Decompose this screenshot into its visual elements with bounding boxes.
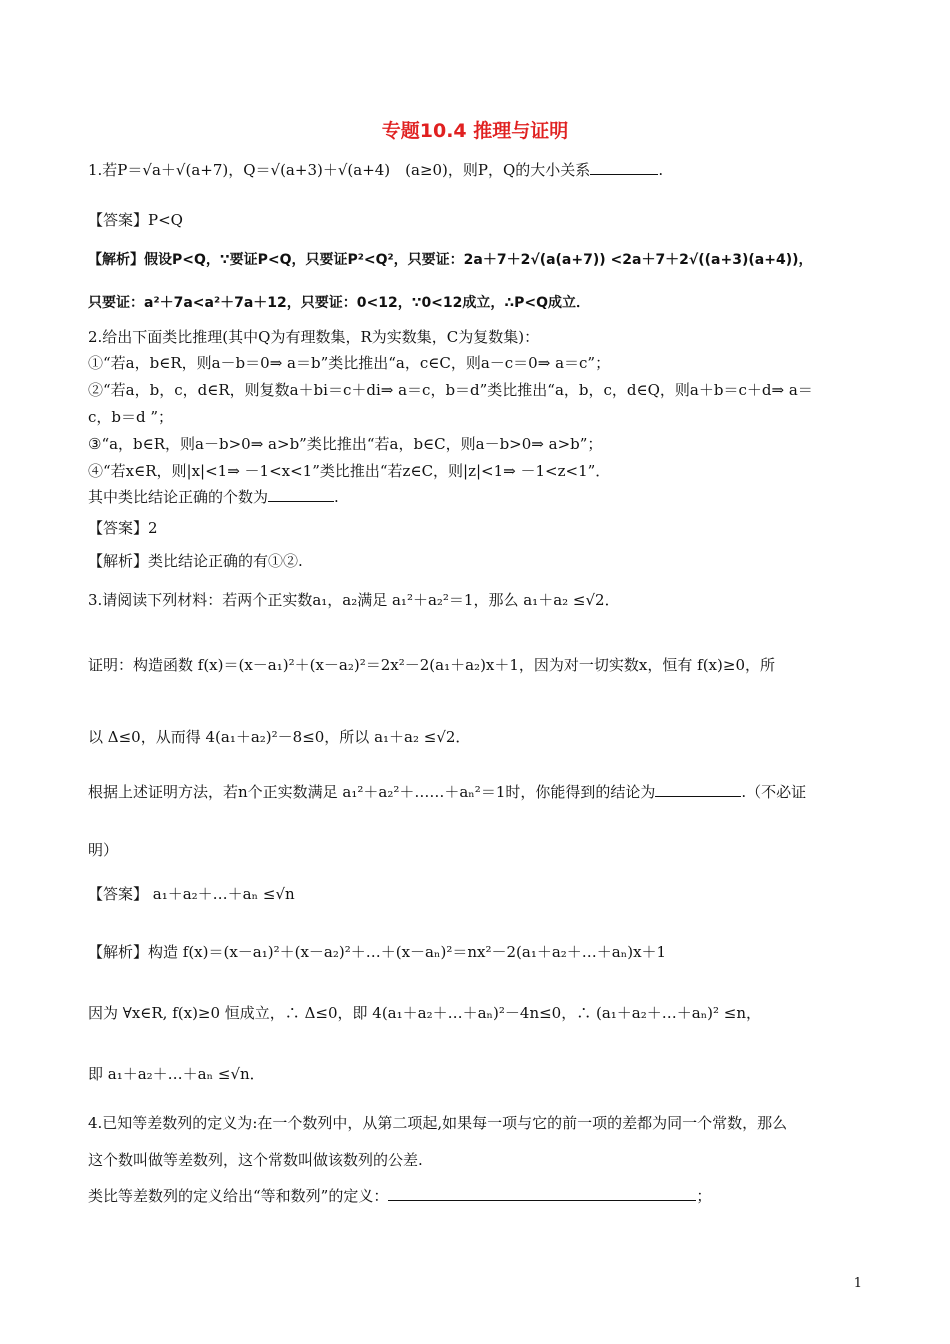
q3-ask-tail: .（不必证 [741, 783, 807, 801]
q3-analysis-line3: 即 a₁＋a₂＋…＋aₙ ≤√n． [88, 1065, 265, 1083]
q4-ask-text: 类比等差数列的定义给出“等和数列”的定义： [88, 1187, 389, 1205]
q1-stem [88, 160, 663, 180]
q4-ask-tail: ； [696, 1187, 712, 1205]
q3-analysis-line1: 【解析】构造 f(x)＝(x－a₁)²＋(x－a₂)²＋…＋(x－aₙ)²＝nx²－2(a₁＋a₂＋…＋aₙ)x＋1 [88, 943, 667, 961]
q1-answer-blank [590, 160, 658, 175]
q1-stem-tail: . [658, 161, 664, 179]
q3-ask-line1 [88, 782, 806, 802]
q2-analysis: 【解析】类比结论正确的有①②. [88, 552, 303, 570]
q2-stem: 2.给出下面类比推理(其中Q为有理数集，R为实数集，C为复数集)： [88, 328, 540, 346]
q3-ask-text: 根据上述证明方法，若n个正实数满足 a₁²＋a₂²＋……＋aₙ²＝1时，你能得到的结论为 [88, 783, 656, 801]
q2-ask [88, 487, 339, 507]
q2-item-3: ③“a，b∈R，则a－b>0⇒ a>b”类比推出“若a，b∈C，则a－b>0⇒ a>b”； [88, 435, 603, 453]
q4-stem-line2: 这个数叫做等差数列，这个常数叫做该数列的公差. [88, 1151, 423, 1169]
q1-analysis-line2: 只要证：a²＋7a<a²＋7a＋12，只要证：0<12，∵0<12成立，∴P<Q成立． [88, 295, 591, 311]
q4-ask [88, 1186, 711, 1206]
q3-proof-line2: 以 Δ≤0，从而得 4(a₁＋a₂)²－8≤0，所以 a₁＋a₂ ≤√2． [88, 728, 471, 746]
q2-answer-blank [268, 487, 334, 502]
q2-item-4: ④“若x∈R，则|x|<1⇒ －1<x<1”类比推出“若z∈C，则|z|<1⇒ －1<z<1”． [88, 462, 611, 480]
q1-stem-text: 1.若P＝√a＋√(a+7)，Q＝√(a+3)＋√(a+4) (a≥0)，则P，Q的大小关系 [88, 161, 591, 179]
q2-answer: 【答案】2 [88, 519, 158, 537]
q3-analysis-line2: 因为 ∀x∈R, f(x)≥0 恒成立，∴ Δ≤0，即 4(a₁＋a₂＋…＋aₙ)²－4n≤0，∴ (a₁＋a₂＋…＋aₙ)² ≤n， [88, 1004, 762, 1022]
q3-answer: 【答案】 a₁＋a₂＋…＋aₙ ≤√n [88, 885, 295, 903]
q1-answer: 【答案】P<Q [88, 211, 183, 229]
q2-ask-text: 其中类比结论正确的个数为 [88, 488, 269, 506]
q3-stem: 3.请阅读下列材料：若两个正实数a₁，a₂满足 a₁²＋a₂²＝1，那么 a₁＋a₂ ≤√2． [88, 591, 620, 609]
page-title: 专题10.4 推理与证明 [381, 120, 569, 142]
q3-proof-line1: 证明：构造函数 f(x)＝(x－a₁)²＋(x－a₂)²＝2x²－2(a₁＋a₂)x＋1，因为对一切实数x，恒有 f(x)≥0，所 [88, 656, 775, 674]
q3-ask-line2: 明） [88, 841, 119, 859]
q2-item-2-line2: c，b＝d ”； [88, 408, 174, 426]
page-number: 1 [853, 1276, 862, 1291]
q2-item-1: ①“若a，b∈R，则a－b＝0⇒ a＝b”类比推出“a，c∈C，则a－c＝0⇒ a＝c”； [88, 354, 611, 372]
q3-answer-blank [655, 782, 741, 797]
q2-item-2-line1: ②“若a，b，c，d∈R，则复数a＋bi＝c＋di⇒ a＝c，b＝d”类比推出“a，b，c，d∈Q，则a＋b＝c＋d⇒ a＝ [88, 381, 813, 399]
q2-ask-tail: . [334, 488, 339, 506]
q1-analysis-line1: 【解析】假设P<Q，∵要证P<Q，只要证P²<Q²，只要证：2a＋7＋2√(a(a+7)) <2a＋7＋2√((a+3)(a+4))， [88, 252, 813, 268]
q4-stem-line1: 4.已知等差数列的定义为:在一个数列中，从第二项起,如果每一项与它的前一项的差都为同一个常数，那么 [88, 1114, 788, 1132]
q4-answer-blank [388, 1186, 696, 1201]
